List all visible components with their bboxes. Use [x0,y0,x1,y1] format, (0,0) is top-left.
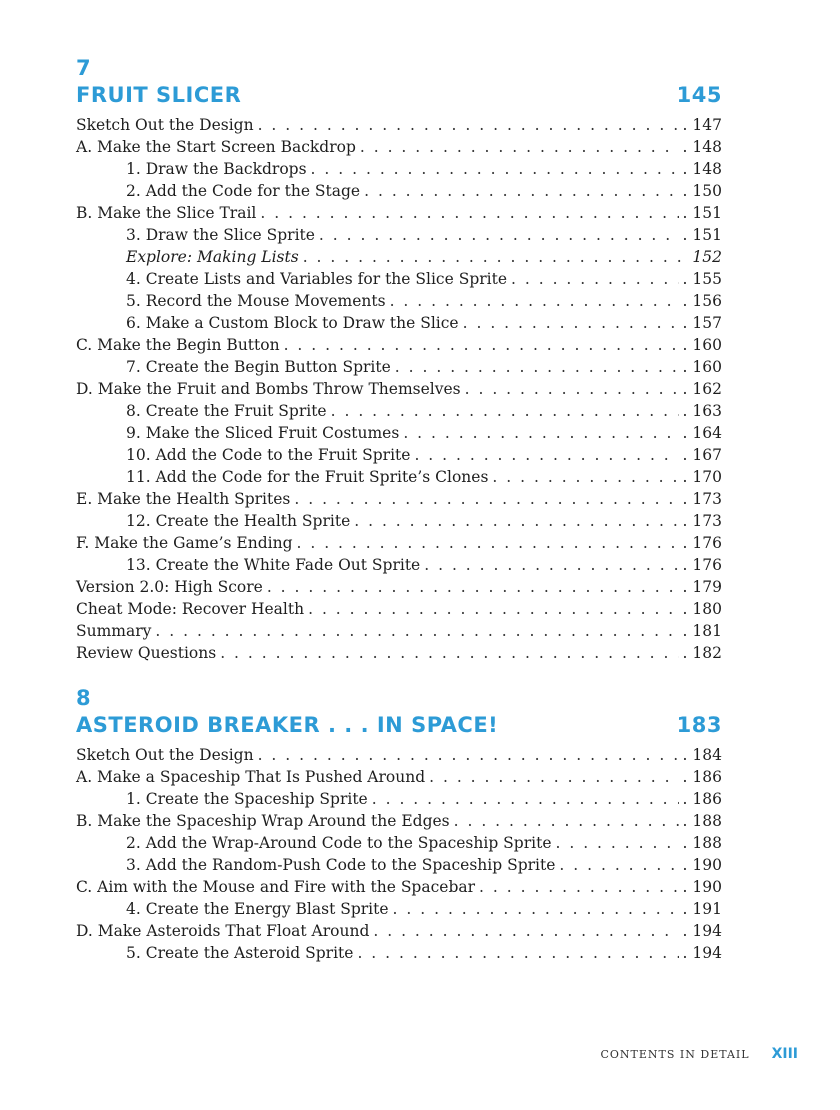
toc-entry[interactable] [76,114,722,136]
toc-entry-page: . 194 [683,942,722,964]
dot-leader [331,400,679,422]
dot-leader [373,920,678,942]
toc-entry-label: D. Make Asteroids That Float Around [76,922,370,940]
toc-list [76,114,722,664]
dot-leader [360,136,679,158]
toc-entry-page: . 186 [683,788,722,810]
chapter-page: 145 [676,83,722,107]
dot-leader [260,202,678,224]
toc-entry[interactable] [76,532,722,554]
toc-entry[interactable] [76,158,722,180]
toc-entry[interactable] [76,334,722,356]
toc-entry[interactable] [76,510,722,532]
toc-entry-page: . 163 [683,400,722,422]
toc-entry-page: . 155 [683,268,722,290]
toc-entry[interactable] [76,810,722,832]
toc-entry-label: 13. Create the White Fade Out Sprite [126,556,421,574]
dot-leader [559,854,678,876]
toc-entry[interactable] [76,576,722,598]
toc-entry-page: . 147 [683,114,722,136]
toc-entry-page: . 162 [683,378,722,400]
chapter-number: 8 [76,686,91,710]
toc-entry-page: . 151 [683,224,722,246]
toc-entry-label: 3. Add the Random-Push Code to the Spaceship Sprite [126,856,556,874]
toc-entry-label: 11. Add the Code for the Fruit Sprite’s Clones [126,468,489,486]
toc-entry-page: . 176 [683,554,722,576]
toc-entry[interactable] [76,312,722,334]
toc-entry-label: C. Make the Begin Button [76,336,280,354]
chapter-title[interactable]: ASTEROID BREAKER . . . IN SPACE! [76,713,499,737]
toc-entry-label: B. Make the Spaceship Wrap Around the Edges [76,812,450,830]
toc-entry-label: 10. Add the Code to the Fruit Sprite [126,446,411,464]
toc-entry-page: . 173 [683,510,722,532]
dot-leader [393,898,679,920]
toc-entry[interactable] [76,136,722,158]
toc-entry-label: D. Make the Fruit and Bombs Throw Themselves [76,380,461,398]
toc-entry-page: . 176 [683,532,722,554]
toc-entry[interactable] [76,832,722,854]
toc-entry-page: . 188 [683,832,722,854]
toc-entry-page: . 148 [683,136,722,158]
toc-entry-page: . 148 [683,158,722,180]
toc-entry[interactable] [76,246,722,268]
dot-leader [308,598,678,620]
dot-leader [294,488,678,510]
toc-entry-page: . 150 [683,180,722,202]
toc-entry-label: 1. Draw the Backdrops [126,160,307,178]
dot-leader [492,466,678,488]
toc-entry-page: . 190 [683,876,722,898]
page-footer [601,1046,799,1062]
toc-entry[interactable] [76,620,722,642]
toc-entry[interactable] [76,876,722,898]
dot-leader [267,576,679,598]
toc-entry[interactable] [76,554,722,576]
toc-entry[interactable] [76,400,722,422]
dot-leader [463,312,679,334]
toc-entry[interactable] [76,466,722,488]
dot-leader [556,832,679,854]
toc-entry-label: F. Make the Game’s Ending [76,534,293,552]
footer-page-number: XIII [771,1046,798,1062]
dot-leader [155,620,678,642]
dot-leader [303,246,682,268]
toc-entry-label: Sketch Out the Design [76,116,254,134]
toc-entry-page: . 181 [683,620,722,642]
toc-entry-page: . 164 [683,422,722,444]
dot-leader [220,642,678,664]
dot-leader [414,444,678,466]
toc-entry[interactable] [76,598,722,620]
toc-entry-page: . 156 [683,290,722,312]
footer-running-head: CONTENTS IN DETAIL [600,1048,750,1061]
toc-entry[interactable] [76,268,722,290]
toc-entry-page: . 173 [683,488,722,510]
chapter-heading[interactable] [76,82,722,114]
dot-leader [357,942,678,964]
dot-leader [511,268,679,290]
toc-entry-page: . 160 [683,334,722,356]
toc-entry-page: . 191 [683,898,722,920]
dot-leader [429,766,678,788]
toc-entry-label: Sketch Out the Design [76,746,254,764]
toc-entry-label: 12. Create the Health Sprite [126,512,351,530]
toc-entry[interactable] [76,290,722,312]
toc-entry[interactable] [76,224,722,246]
toc-entry-label: Review Questions [76,644,217,662]
toc-entry-label: 5. Create the Asteroid Sprite [126,944,354,962]
toc-entry[interactable] [76,788,722,810]
dot-leader [319,224,679,246]
toc-entry[interactable] [76,898,722,920]
toc-entry-label: 3. Draw the Slice Sprite [126,226,315,244]
toc-entry-page: . 160 [683,356,722,378]
toc-entry[interactable] [76,744,722,766]
toc-entry[interactable] [76,766,722,788]
toc-entry[interactable] [76,444,722,466]
dot-leader [311,158,679,180]
toc-entry-page: . 194 [683,920,722,942]
toc-entry-label: Cheat Mode: Recover Health [76,600,305,618]
dot-leader [297,532,679,554]
toc-entry-page: 152 [692,248,722,266]
chapter-number: 7 [76,56,91,80]
dot-leader [354,510,678,532]
toc-entry-page: . 151 [683,202,722,224]
toc-entry-page: . 179 [683,576,722,598]
toc-entry[interactable] [76,488,722,510]
dot-leader [258,744,679,766]
toc-entry-label: 2. Add the Wrap-Around Code to the Spaceship Sprite [126,834,552,852]
toc-entry-page: . 188 [683,810,722,832]
toc-entry-label: 1. Create the Spaceship Sprite [126,790,368,808]
dot-leader [372,788,679,810]
toc-entry-label: 9. Make the Sliced Fruit Costumes [126,424,400,442]
dot-leader [465,378,679,400]
toc-entry-label: B. Make the Slice Trail [76,204,257,222]
dot-leader [284,334,679,356]
chapter-7 [76,56,722,664]
toc-entry-label: 7. Create the Begin Button Sprite [126,358,391,376]
toc-entry-page: . 190 [683,854,722,876]
toc-entry-label: A. Make a Spaceship That Is Pushed Around [76,768,426,786]
toc-entry[interactable] [76,422,722,444]
toc-entry[interactable] [76,202,722,224]
toc-entry[interactable] [76,378,722,400]
chapter-title[interactable]: FRUIT SLICER [76,83,242,107]
toc-entry-label: 5. Record the Mouse Movements [126,292,386,310]
toc-entry-page: . 186 [683,766,722,788]
toc-entry[interactable] [76,942,722,964]
toc-entry[interactable] [76,642,722,664]
toc-entry-label: E. Make the Health Sprites [76,490,291,508]
toc-entry[interactable] [76,180,722,202]
toc-entry-page: . 180 [683,598,722,620]
toc-entry-page: . 170 [683,466,722,488]
dot-leader [364,180,678,202]
chapter-heading[interactable] [76,712,722,744]
toc-entry-label: 4. Create Lists and Variables for the Slice Sprite [126,270,508,288]
dot-leader [390,290,679,312]
dot-leader [258,114,679,136]
dot-leader [395,356,679,378]
dot-leader [424,554,678,576]
toc-list [76,744,722,964]
toc-entry-label: 4. Create the Energy Blast Sprite [126,900,389,918]
toc-entry-label: 8. Create the Fruit Sprite [126,402,327,420]
toc-entry-label: 6. Make a Custom Block to Draw the Slice [126,314,459,332]
dot-leader [403,422,678,444]
dot-leader [454,810,679,832]
toc-entry-page: . 157 [683,312,722,334]
toc-entry-label: Summary [76,622,152,640]
toc-entry[interactable] [76,920,722,942]
toc-entry-page: . 184 [683,744,722,766]
toc-entry-page: . 182 [683,642,722,664]
toc-entry-label: A. Make the Start Screen Backdrop [76,138,356,156]
toc-entry-label: Version 2.0: High Score [76,578,263,596]
toc-entry-label: Explore: Making Lists [126,248,299,266]
chapter-8 [76,686,722,964]
toc-entry[interactable] [76,356,722,378]
toc-entry-label: C. Aim with the Mouse and Fire with the Spacebar [76,878,476,896]
toc-entry[interactable] [76,854,722,876]
toc-entry-label: 2. Add the Code for the Stage [126,182,361,200]
toc-entry-page: . 167 [683,444,722,466]
dot-leader [479,876,679,898]
chapter-page: 183 [676,713,722,737]
